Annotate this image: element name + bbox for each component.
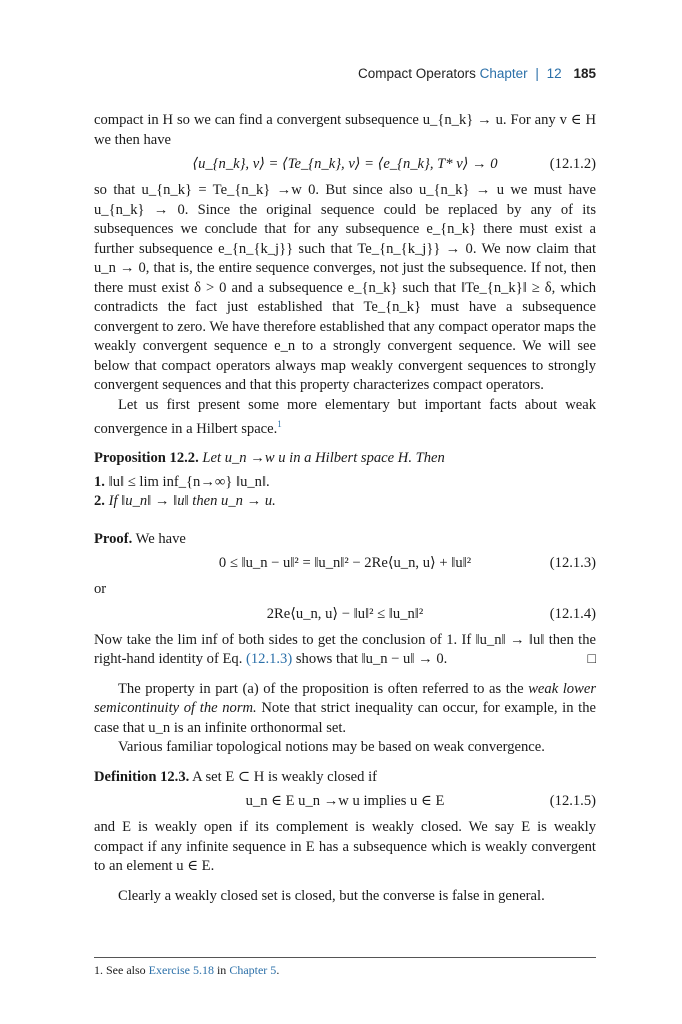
paragraph-3 — [94, 396, 596, 440]
page-number: 185 — [573, 66, 596, 81]
page-body — [94, 111, 596, 906]
definition-12-3 — [94, 768, 596, 788]
equation-12-1-5 — [94, 792, 596, 814]
paragraph-7: Clearly a weakly closed set is closed, but the converse is false in general. — [118, 887, 545, 904]
proposition-statement: Let u_n →w u in a Hilbert space H. Then — [202, 450, 445, 467]
equation-body: 2Re⟨u_n, u⟩ − ‖u‖² ≤ ‖u_n‖² — [266, 605, 424, 622]
paragraph-6: Various familiar topological notions may be based on weak convergence. — [118, 739, 545, 756]
footnote: 1. See also Exercise 5.18 in Chapter 5. — [94, 963, 280, 977]
exercise-link[interactable]: Exercise 5.18 — [148, 963, 214, 977]
equation-reference-link[interactable]: (12.1.3) — [246, 651, 293, 668]
footnote-number: 1. — [94, 963, 103, 977]
proposition-label: Proposition 12.2. — [94, 450, 199, 467]
running-title: Compact Operators — [358, 66, 476, 81]
proposition-item-2: 2. If ‖u_n‖ → ‖u‖ then u_n → u. — [94, 493, 276, 510]
equation-body: u_n ∈ E u_n →w u implies u ∈ E — [245, 793, 445, 810]
proposition-12-2 — [94, 449, 596, 469]
paragraph-2: so that u_{n_k} = Te_{n_k} →w 0. But since also u_{n_k} → u we must have u_{n_k} → 0. Since the original sequence could be replaced by any of its subsequences we conclude that for any subsequence e_{n_k} there must exist a further subsequence e_{n_{k_j}} such that Te_{n_{k_j}} → 0. We now claim that u_n → 0, that is, the entire sequence converges, not just the subsequence. If not, then there must exist δ > 0 and a subsequence e_{n_k} such that ‖Te_{n_k}‖ ≥ δ, which contradicts the fact just established that Te_{n_k} must have a subsequence convergent to zero. We have therefore established that any compact operator maps the weakly convergent sequence e_n to a strongly convergent sequence. We will see below that compact operators always map weakly convergent sequences to strongly convergent sequences and that this property characterizes compact operators. — [94, 182, 596, 393]
header-separator: | — [535, 66, 539, 81]
equation-body: ⟨u_{n_k}, v⟩ = ⟨Te_{n_k}, v⟩ = ⟨e_{n_k}, T* v⟩ → 0 — [192, 156, 498, 172]
equation-label: (12.1.5) — [549, 793, 596, 810]
chapter-number: 12 — [546, 66, 562, 81]
footnote-divider — [94, 957, 596, 958]
equation-12-1-2 — [94, 155, 596, 177]
definition-follow: and E is weakly open if its complement is weakly closed. We say E is weakly compact if any infinite sequence in E has a subsequence which is weakly convergent to an element u ∈ E. — [94, 819, 596, 875]
running-header — [358, 66, 596, 81]
equation-body: 0 ≤ ‖u_n − u‖² = ‖u_n‖² − 2Re⟨u_n, u⟩ + ‖u‖² — [218, 555, 472, 572]
proposition-item-1: 1. ‖u‖ ≤ lim inf_{n→∞} ‖u_n‖. — [94, 473, 270, 490]
proof-label: Proof. — [94, 530, 133, 547]
definition-statement: A set E ⊂ H is weakly closed if — [192, 768, 377, 785]
paragraph-3-text: Let us first present some more elementary but important facts about weak convergence in a Hilbert space. — [94, 396, 596, 437]
proof-intro: Proof. We have — [94, 530, 186, 547]
definition-label: Definition 12.3. — [94, 768, 190, 785]
footnote-marker[interactable]: 1 — [277, 419, 282, 429]
equation-label: (12.1.2) — [549, 156, 596, 172]
equation-label: (12.1.4) — [549, 605, 596, 622]
paragraph-4: Now take the lim inf of both sides to get the conclusion of 1. If ‖u_n‖ → ‖u‖ then the right-hand identity of Eq. (12.1.3) shows that ‖u_n − u‖ → 0. □ — [94, 631, 596, 670]
equation-label: (12.1.3) — [549, 555, 596, 572]
proposition-items — [94, 473, 596, 512]
equation-12-1-4 — [94, 605, 596, 627]
paragraph-5: The property in part (a) of the proposition is often referred to as the weak lower semicontinuity of the norm. Note that strict inequality can occur, for example, in the case that u_n is an infinite orthonormal set. — [94, 680, 596, 736]
equation-12-1-3 — [94, 554, 596, 576]
qed-symbol: □ — [587, 652, 596, 668]
or-text: or — [94, 581, 107, 598]
chapter-link[interactable]: Chapter 5 — [229, 963, 277, 977]
paragraph-1: compact in H so we can find a convergent subsequence u_{n_k} → u. For any v ∈ H we then have — [94, 112, 596, 148]
emphasis-term: weak lower semicontinuity of the norm. — [94, 680, 596, 717]
chapter-label: Chapter — [479, 66, 528, 81]
